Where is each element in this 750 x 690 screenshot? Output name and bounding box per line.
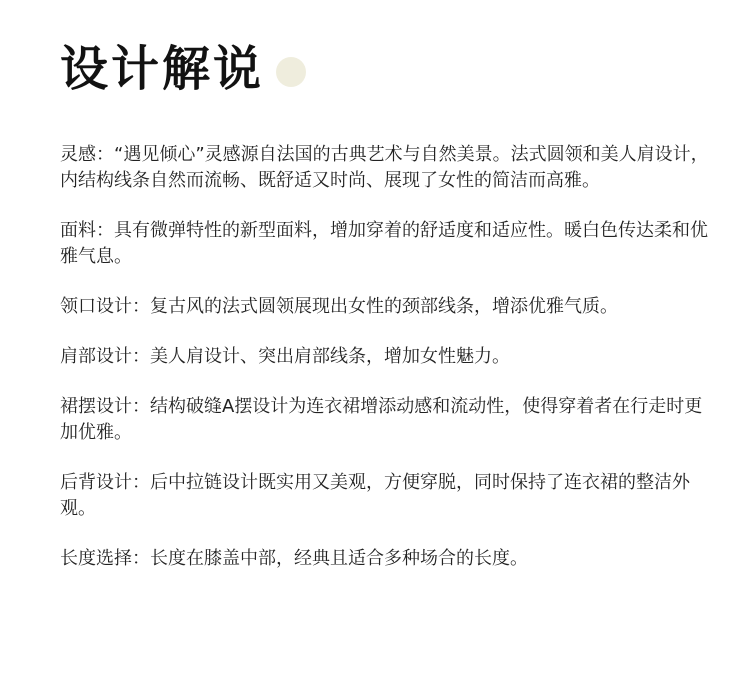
paragraph-inspiration: 灵感：“遇见倾心”灵感源自法国的古典艺术与自然美景。法式圆领和美人肩设计，内结构线条自然而流畅、既舒适又时尚、展现了女性的简洁而高雅。 — [60, 144, 709, 191]
paragraph-fabric: 面料：具有微弹特性的新型面料，增加穿着的舒适度和适应性。暖白色传达柔和优雅气息。 — [60, 220, 708, 267]
title-row — [60, 34, 306, 104]
decorative-dot-icon — [276, 57, 306, 87]
page-title: 设计解说 — [60, 41, 265, 97]
paragraph-neckline: 领口设计：复古风的法式圆领展现出女性的颈部线条，增添优雅气质。 — [60, 296, 618, 317]
paragraph-length: 长度选择：长度在膝盖中部，经典且适合多种场合的长度。 — [60, 548, 528, 569]
description-content — [60, 142, 710, 596]
paragraph-hem: 裙摆设计：结构破缝A摆设计为连衣裙增添动感和流动性，使得穿着者在行走时更加优雅。 — [60, 396, 703, 443]
paragraph-back: 后背设计：后中拉链设计既实用又美观，方便穿脱，同时保持了连衣裙的整洁外观。 — [60, 472, 690, 519]
paragraph-shoulder: 肩部设计：美人肩设计、突出肩部线条，增加女性魅力。 — [60, 346, 510, 367]
